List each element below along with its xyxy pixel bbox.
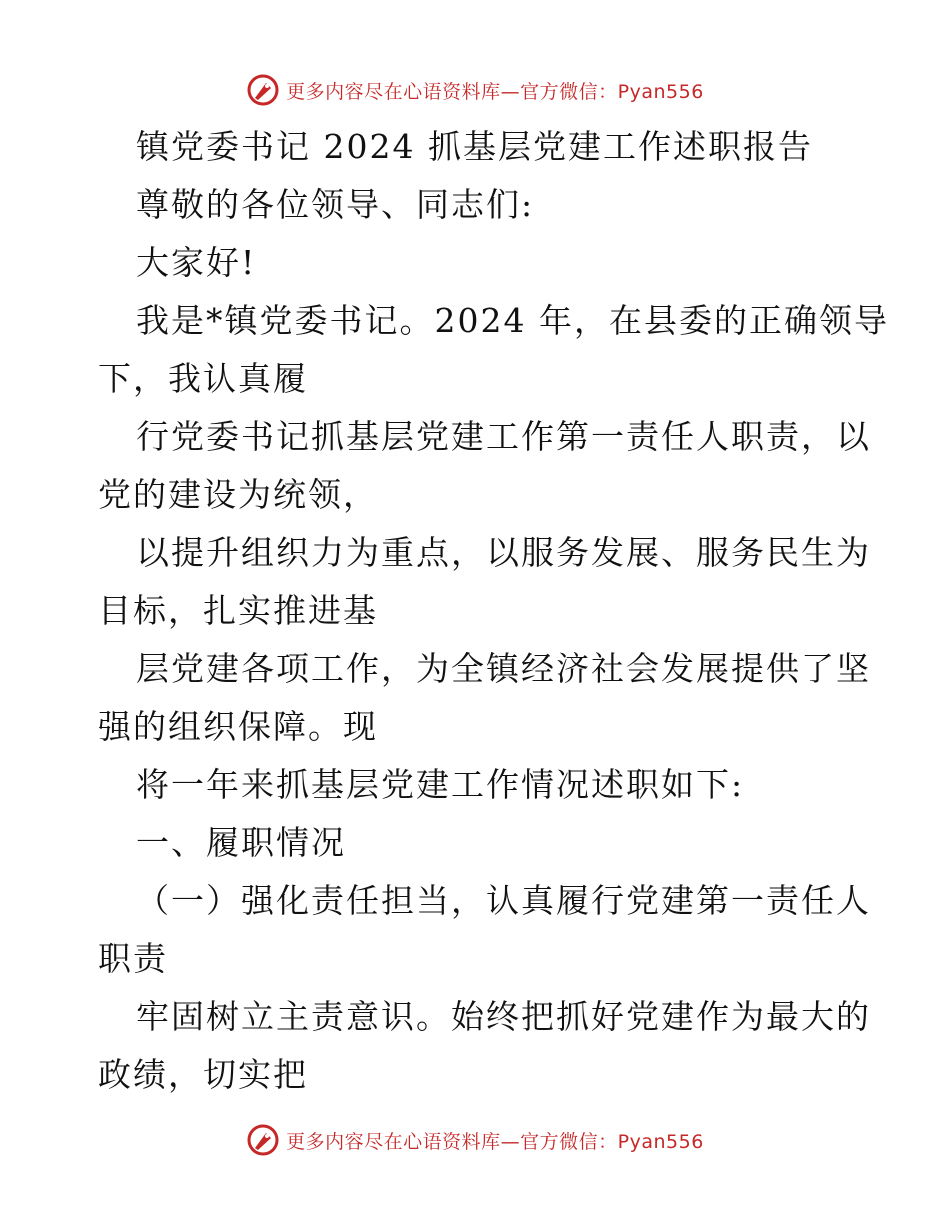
paragraph-line: 我是*镇党委书记。2024 年，在县委的正确领导 xyxy=(136,301,889,340)
paragraph-line: 政绩，切实把 xyxy=(98,1055,308,1094)
paragraph-line: 将一年来抓基层党建工作情况述职如下: xyxy=(136,765,745,804)
pen-nib-circle-icon xyxy=(246,1123,280,1157)
watermark-banner-top xyxy=(0,70,950,110)
watermark-text: 更多内容尽在心语资料库—官方微信：Pyan556 xyxy=(286,80,704,103)
watermark-text: 更多内容尽在心语资料库—官方微信：Pyan556 xyxy=(286,1130,704,1153)
document-body xyxy=(98,118,889,1104)
watermark-banner-bottom xyxy=(0,1120,950,1160)
paragraph-line: 下，我认真履 xyxy=(98,359,308,398)
paragraph-line: 强的组织保障。现 xyxy=(98,707,378,746)
pen-nib-circle-icon xyxy=(246,73,280,107)
subsection-heading-continued: 职责 xyxy=(98,939,168,978)
salutation: 尊敬的各位领导、同志们: xyxy=(136,185,535,224)
document-title: 镇党委书记 2024 抓基层党建工作述职报告 xyxy=(136,127,813,166)
greeting: 大家好! xyxy=(136,243,257,282)
paragraph-line: 以提升组织力为重点，以服务发展、服务民生为 xyxy=(136,533,871,572)
section-heading: 一、履职情况 xyxy=(136,823,346,862)
paragraph-line: 牢固树立主责意识。始终把抓好党建作为最大的 xyxy=(136,997,871,1036)
paragraph-line: 层党建各项工作，为全镇经济社会发展提供了坚 xyxy=(136,649,871,688)
subsection-heading: （一）强化责任担当，认真履行党建第一责任人 xyxy=(136,881,871,920)
paragraph-line: 行党委书记抓基层党建工作第一责任人职责，以 xyxy=(136,417,871,456)
paragraph-line: 目标，扎实推进基 xyxy=(98,591,378,630)
paragraph-line: 党的建设为统领， xyxy=(98,475,378,514)
